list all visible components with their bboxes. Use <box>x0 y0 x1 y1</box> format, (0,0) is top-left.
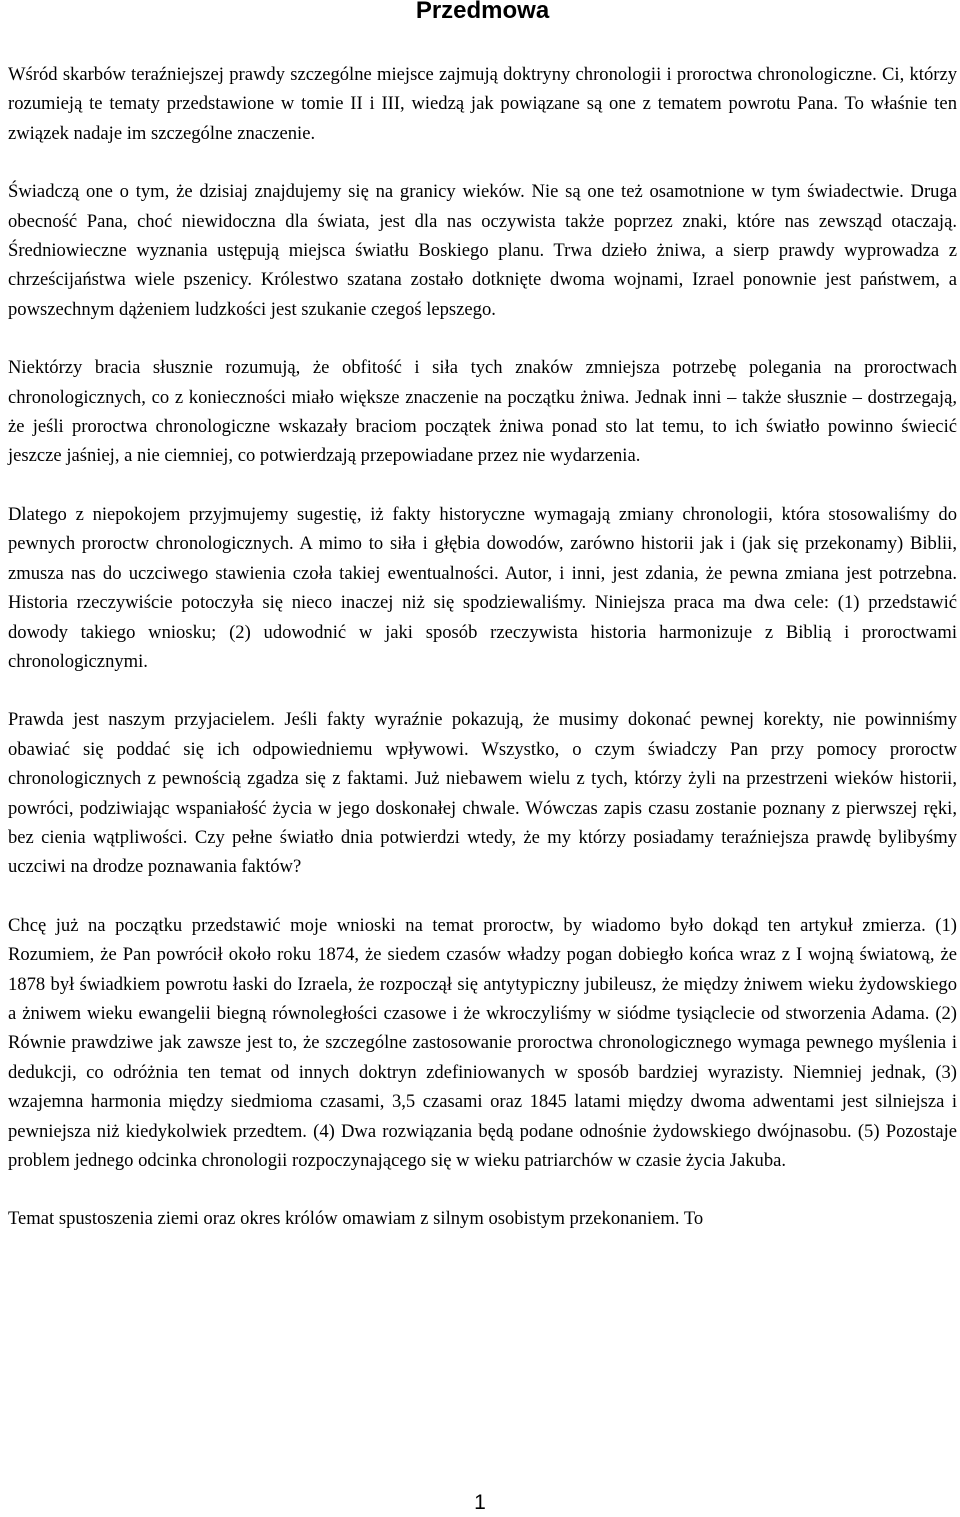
paragraph-4: Dlatego z niepokojem przyjmujemy sugestię, iż fakty historyczne wymagają zmiany chronologii, która stosowaliśmy do pewnych proroctw chronologicznych. A mimo to siła i głębia dowodów, zarówno historii jak i (jak się przekonamy) Biblii, zmusza nas do uczciwego stawienia czoła takiej ewentualności. Autor, i inni, jest zdania, że pewna zmiana jest potrzebna. Historia rzeczywiście potoczyła się nieco inaczej niż się spodziewaliśmy. Niniejsza praca ma dwa cele: (1) przedstawić dowody takiego wniosku; (2) udowodnić w jaki sposób rzeczywista historia harmonizuje z Biblią i proroctwami chronologicznymi. <box>8 503 957 672</box>
paragraph-2: Świadczą one o tym, że dzisiaj znajdujemy się na granicy wieków. Nie są one też osamotnione w tym świadectwie. Druga obecność Pana, choć niewidoczna dla świata, jest dla nas oczywista także poprzez znaki, które nas zewsząd otaczają. Średniowieczne wyznania ustępują miejsca światłu Boskiego planu. Trwa dzieło żniwa, a sierp prawdy wyprowadza z chrześcijaństwa wiele pszenicy. Królestwo szatana zostało dotknięte dwoma wojnami, Izrael ponownie jest państwem, a powszechnym dążeniem ludzkości jest szukanie czegoś lepszego. <box>8 181 957 320</box>
paragraph-1: Wśród skarbów teraźniejszej prawdy szczególne miejsce zajmują doktryny chronologii i proroctwa chronologiczne. Ci, którzy rozumieją te tematy przedstawione w tomie II i III, wiedzą jak powiązane są one z tematem powrotu Pana. To właśnie ten związek nadaje im szczególne znaczenie. <box>8 64 957 144</box>
page-title: Przedmowa <box>415 0 550 24</box>
paragraph-3: Niektórzy bracia słusznie rozumują, że obfitość i siła tych znaków zmniejsza potrzebę polegania na proroctwach chronologicznych, co z konieczności miało większe znaczenie na początku żniwa. Jednak inni – także słusznie – dostrzegają, że jeśli proroctwa chronologiczne wskazały braciom początek żniwa ponad sto lat temu, to ich światło powinno świecić jeszcze jaśniej, a nie ciemniej, co potwierdzają przepowiadane przez nie wydarzenia. <box>8 357 957 467</box>
paragraph-5: Prawda jest naszym przyjacielem. Jeśli fakty wyraźnie pokazują, że musimy dokonać pewnej korekty, nie powinniśmy obawiać się poddać się ich odpowiedniemu wpływowi. Wszystko, o czym świadczy Pan przy pomocy proroctw chronologicznych z pewnością zgadza się z faktami. Już niebawem wielu z tych, którzy żyli na przestrzeni wieków historii, powróci, podziwiając wspaniałość życia w jego doskonałej chwale. Wówczas zapis czasu zostanie poznany z pierwszej ręki, bez cienia wątpliwości. Czy pełne światło dnia potwierdzi wtedy, że my którzy posiadamy teraźniejsza prawdę bylibyśmy uczciwi na drodze poznawania faktów? <box>8 709 957 878</box>
page-number: 1 <box>474 1491 486 1514</box>
paragraph-6: Chcę już na początku przedstawić moje wnioski na temat proroctw, by wiadomo było dokąd ten artykuł zmierza. (1) Rozumiem, że Pan powrócił około roku 1874, że siedem czasów władzy pogan dobiegło końca wraz z I wojną światową, że 1878 był świadkiem powrotu łaski do Izraela, że rozpoczął się antytypiczny jubileusz, że między żniwem wieku żydowskiego a żniwem wieku ewangelii biegną równoległości czasowe i że wkroczyliśmy w siódme tysiąclecie od stworzenia Adama. (2) Równie prawdziwe jak zawsze jest to, że szczególne zastosowanie proroctwa chronologicznego wymaga pewnego myślenia i dedukcji, co odróżnia ten temat od innych doktryn zdefiniowanych w sposób bardziej wyrazisty. Niemniej jednak, (3) wzajemna harmonia między siedmioma czasami, 3,5 czasami oraz 1845 latami między dwoma adwentami jest silniejsza i pewniejsza niż kiedykolwiek przedtem. (4) Dwa rozwiązania będą podane odnośnie żydowskiego dwójnasobu. (5) Pozostaje problem jednego odcinka chronologii rozpoczynającego się w wieku patriarchów w czasie życia Jakuba. <box>8 914 957 1171</box>
paragraph-7: Temat spustoszenia ziemi oraz okres królów omawiam z silnym osobistym przekonaniem. To <box>8 1208 704 1230</box>
document-page <box>8 0 957 1234</box>
